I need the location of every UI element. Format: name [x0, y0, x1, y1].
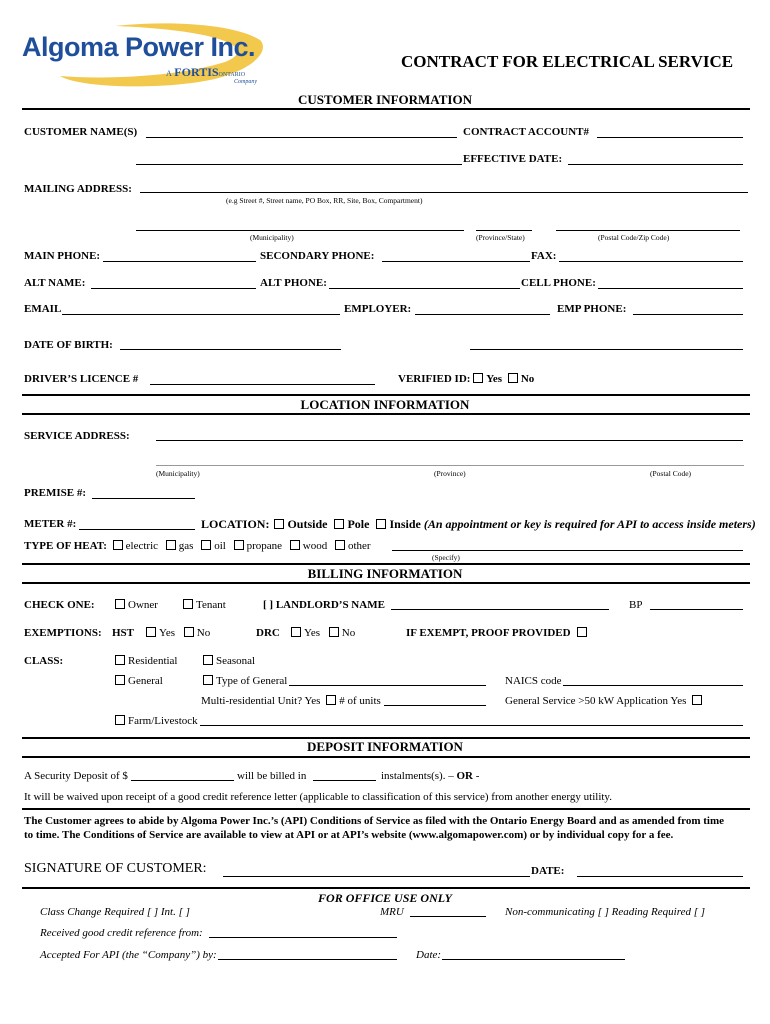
oil-checkbox[interactable]: [201, 540, 211, 550]
cell-phone-field[interactable]: [598, 288, 743, 289]
drc-yes-checkbox[interactable]: [291, 627, 301, 637]
divider: [22, 394, 750, 396]
employer-field[interactable]: [415, 314, 550, 315]
multi-residential-label: Multi-residential Unit? Yes: [201, 695, 321, 707]
mru-label: MRU: [380, 906, 404, 918]
divider: [22, 582, 750, 584]
logo-company-word: Company: [234, 79, 257, 85]
office-date-field[interactable]: [442, 959, 625, 960]
owner-label: Owner: [128, 599, 158, 611]
alt-name-label: ALT NAME:: [24, 277, 86, 289]
service-municipality-field[interactable]: [156, 465, 744, 466]
hst-yes-label: Yes: [159, 627, 176, 639]
agreement-line-1: The Customer agrees to abide by Algoma Power Inc.’s (API) Conditions of Service as filed with the Ontario Energy Board and as amended from time: [24, 815, 724, 827]
verified-id-label: VERIFIED ID:: [398, 373, 471, 385]
licence-field[interactable]: [150, 384, 375, 385]
effective-date-field[interactable]: [568, 164, 743, 165]
num-units-label: # of units: [339, 695, 381, 707]
divider: [22, 756, 750, 758]
or-label: OR: [456, 770, 473, 782]
proof-provided-checkbox[interactable]: [577, 627, 587, 637]
seasonal-checkbox[interactable]: [203, 655, 213, 665]
security-deposit-label: A Security Deposit of $: [24, 770, 128, 782]
exemptions-label: EXEMPTIONS:: [24, 627, 102, 639]
logo-company-name: Algoma Power Inc.: [22, 32, 256, 62]
farm-label: Farm/Livestock: [128, 715, 198, 727]
billed-in-label: will be billed in: [237, 770, 307, 782]
cell-phone-label: CELL PHONE:: [521, 277, 596, 289]
drc-no-checkbox[interactable]: [329, 627, 339, 637]
owner-checkbox[interactable]: [115, 599, 125, 609]
divider: [22, 563, 750, 565]
other-checkbox[interactable]: [335, 540, 345, 550]
service-postal-caption: (Postal Code): [650, 469, 692, 478]
service-address-field[interactable]: [156, 440, 743, 441]
heat-label: TYPE OF HEAT:: [24, 540, 107, 552]
num-units-field[interactable]: [384, 705, 486, 706]
email-label: EMAIL: [24, 303, 62, 315]
inside-note: (An appointment or key is required for API to access inside meters): [423, 517, 756, 531]
contract-account-label: CONTRACT ACCOUNT#: [463, 126, 590, 138]
hst-no-checkbox[interactable]: [184, 627, 194, 637]
instalments-count-field[interactable]: [313, 780, 376, 781]
effective-date-label: EFFECTIVE DATE:: [463, 153, 563, 165]
mailing-province-field[interactable]: [476, 230, 532, 231]
naics-field[interactable]: [563, 685, 743, 686]
service-address-label: SERVICE ADDRESS:: [24, 430, 130, 442]
contract-account-field[interactable]: [597, 137, 743, 138]
gs50-label: General Service >50 kW Application Yes: [505, 695, 687, 707]
service-province-caption: (Province): [434, 469, 466, 478]
accepted-by-field[interactable]: [218, 959, 397, 960]
service-municipality-caption: (Municipality): [156, 469, 200, 478]
verified-no-label: No: [520, 373, 535, 385]
propane-checkbox[interactable]: [234, 540, 244, 550]
drc-yes-label: Yes: [304, 627, 321, 639]
non-communicating-text[interactable]: Non-communicating [ ] Reading Required [ ]: [505, 906, 706, 918]
if-exempt-label: IF EXEMPT, PROOF PROVIDED: [406, 627, 571, 639]
or-dash: -: [475, 770, 480, 782]
customer-name-field-2[interactable]: [136, 164, 462, 165]
divider: [22, 413, 750, 415]
mailing-address-field[interactable]: [140, 192, 748, 193]
dob-field[interactable]: [120, 349, 341, 350]
landlord-label[interactable]: [ ] LANDLORD’S NAME: [263, 599, 385, 611]
seasonal-label: Seasonal: [216, 655, 256, 667]
emp-phone-field[interactable]: [633, 314, 743, 315]
deposit-amount-field[interactable]: [131, 780, 234, 781]
oil-label: oil: [214, 540, 226, 552]
multi-residential-checkbox[interactable]: [326, 695, 336, 705]
signature-date-label: DATE:: [531, 865, 565, 877]
outside-label: Outside: [287, 517, 328, 531]
gas-label: gas: [178, 540, 194, 552]
outside-checkbox[interactable]: [274, 519, 284, 529]
general-checkbox[interactable]: [115, 675, 125, 685]
verified-yes-checkbox[interactable]: [473, 373, 483, 383]
drc-label: DRC: [256, 627, 280, 639]
gs50-checkbox[interactable]: [692, 695, 702, 705]
secondary-phone-label: SECONDARY PHONE:: [260, 250, 375, 262]
premise-field[interactable]: [92, 498, 195, 499]
signature-field[interactable]: [223, 876, 530, 877]
location-label: LOCATION:: [201, 517, 270, 531]
electric-label: electric: [125, 540, 159, 552]
farm-checkbox[interactable]: [115, 715, 125, 725]
bp-label: BP: [629, 599, 643, 611]
fax-label: FAX:: [531, 250, 557, 262]
residential-checkbox[interactable]: [115, 655, 125, 665]
type-of-general-checkbox[interactable]: [203, 675, 213, 685]
pole-checkbox[interactable]: [334, 519, 344, 529]
class-label: CLASS:: [24, 655, 64, 667]
main-phone-label: MAIN PHONE:: [24, 250, 101, 262]
postal-zip-caption: (Postal Code/Zip Code): [598, 233, 670, 242]
alt-phone-label: ALT PHONE:: [260, 277, 327, 289]
divider: [22, 808, 750, 810]
tenant-label: Tenant: [196, 599, 226, 611]
class-change-text[interactable]: Class Change Required [ ] Int. [ ]: [40, 906, 190, 918]
specify-caption: (Specify): [432, 553, 460, 562]
section-deposit-heading: DEPOSIT INFORMATION: [307, 739, 463, 754]
licence-label: DRIVER’S LICENCE #: [24, 373, 139, 385]
check-one-label: CHECK ONE:: [24, 599, 95, 611]
municipality-caption: (Municipality): [250, 233, 294, 242]
instalments-label: instalments(s). –: [381, 770, 454, 782]
type-of-general-field[interactable]: [289, 685, 486, 686]
section-customer-heading: CUSTOMER INFORMATION: [298, 92, 472, 107]
secondary-phone-field[interactable]: [382, 261, 530, 262]
drc-no-label: No: [341, 627, 356, 639]
inside-checkbox[interactable]: [376, 519, 386, 529]
hst-no-label: No: [196, 627, 211, 639]
company-logo: [20, 18, 270, 90]
customer-name-field[interactable]: [146, 137, 457, 138]
signature-label: SIGNATURE OF CUSTOMER:: [24, 861, 207, 876]
wood-label: wood: [302, 540, 328, 552]
hst-label: HST: [112, 627, 135, 639]
office-date-label: Date:: [416, 949, 442, 961]
inside-label: Inside: [389, 517, 421, 531]
premise-label: PREMISE #:: [24, 487, 87, 499]
type-of-general-label: Type of General: [216, 675, 288, 687]
alt-name-field[interactable]: [91, 288, 256, 289]
logo-fortis: FORTIS: [174, 65, 219, 79]
naics-label: NAICS code: [505, 675, 562, 687]
agreement-line-2: to time. The Conditions of Service are available to view at API or at API’s website (www.algomapower.com) or by individual copy for a fee.: [24, 829, 674, 841]
wood-checkbox[interactable]: [290, 540, 300, 550]
verified-no-checkbox[interactable]: [508, 373, 518, 383]
logo-prefix: A: [166, 69, 172, 78]
logo-ontario: ONTARIO: [218, 72, 246, 78]
mailing-postal-field[interactable]: [556, 230, 740, 231]
residential-label: Residential: [128, 655, 178, 667]
mailing-municipality-field[interactable]: [136, 230, 464, 231]
other-heat-field[interactable]: [392, 550, 743, 551]
meter-field[interactable]: [79, 529, 195, 530]
gas-checkbox[interactable]: [166, 540, 176, 550]
fax-field[interactable]: [559, 261, 743, 262]
province-state-caption: (Province/State): [476, 233, 525, 242]
office-heading: FOR OFFICE USE ONLY: [318, 891, 452, 905]
credit-reference-label: Received good credit reference from:: [40, 927, 203, 939]
dob-label: DATE OF BIRTH:: [24, 339, 113, 351]
email-field[interactable]: [62, 314, 340, 315]
propane-label: propane: [246, 540, 283, 552]
page-title: CONTRACT FOR ELECTRICAL SERVICE: [401, 52, 734, 71]
electric-checkbox[interactable]: [113, 540, 123, 550]
farm-field[interactable]: [200, 725, 743, 726]
emp-phone-label: EMP PHONE:: [557, 303, 627, 315]
mailing-address-label: MAILING ADDRESS:: [24, 183, 132, 195]
main-phone-field[interactable]: [103, 261, 256, 262]
section-location-heading: LOCATION INFORMATION: [300, 397, 470, 412]
verified-yes-label: Yes: [486, 373, 503, 385]
tenant-checkbox[interactable]: [183, 599, 193, 609]
divider: [22, 108, 750, 110]
waived-text: It will be waived upon receipt of a good credit reference letter (applicable to classification of this service) from another energy utility.: [24, 791, 612, 803]
extra-field[interactable]: [470, 349, 743, 350]
signature-date-field[interactable]: [577, 876, 743, 877]
hst-yes-checkbox[interactable]: [146, 627, 156, 637]
meter-label: METER #:: [24, 518, 77, 530]
accepted-by-label: Accepted For API (the “Company”) by:: [40, 949, 217, 961]
mru-field[interactable]: [410, 916, 486, 917]
landlord-field[interactable]: [391, 609, 609, 610]
other-label: other: [347, 540, 371, 552]
credit-reference-field[interactable]: [209, 937, 397, 938]
pole-label: Pole: [347, 517, 370, 531]
customer-name-label: CUSTOMER NAME(S): [24, 126, 138, 138]
mailing-address-hint: (e.g Street #, Street name, PO Box, RR, Site, Box, Compartment): [226, 196, 423, 205]
alt-phone-field[interactable]: [329, 288, 520, 289]
section-billing-heading: BILLING INFORMATION: [307, 566, 463, 581]
general-label: General: [128, 675, 163, 687]
bp-field[interactable]: [650, 609, 743, 610]
employer-label: EMPLOYER:: [344, 303, 412, 315]
